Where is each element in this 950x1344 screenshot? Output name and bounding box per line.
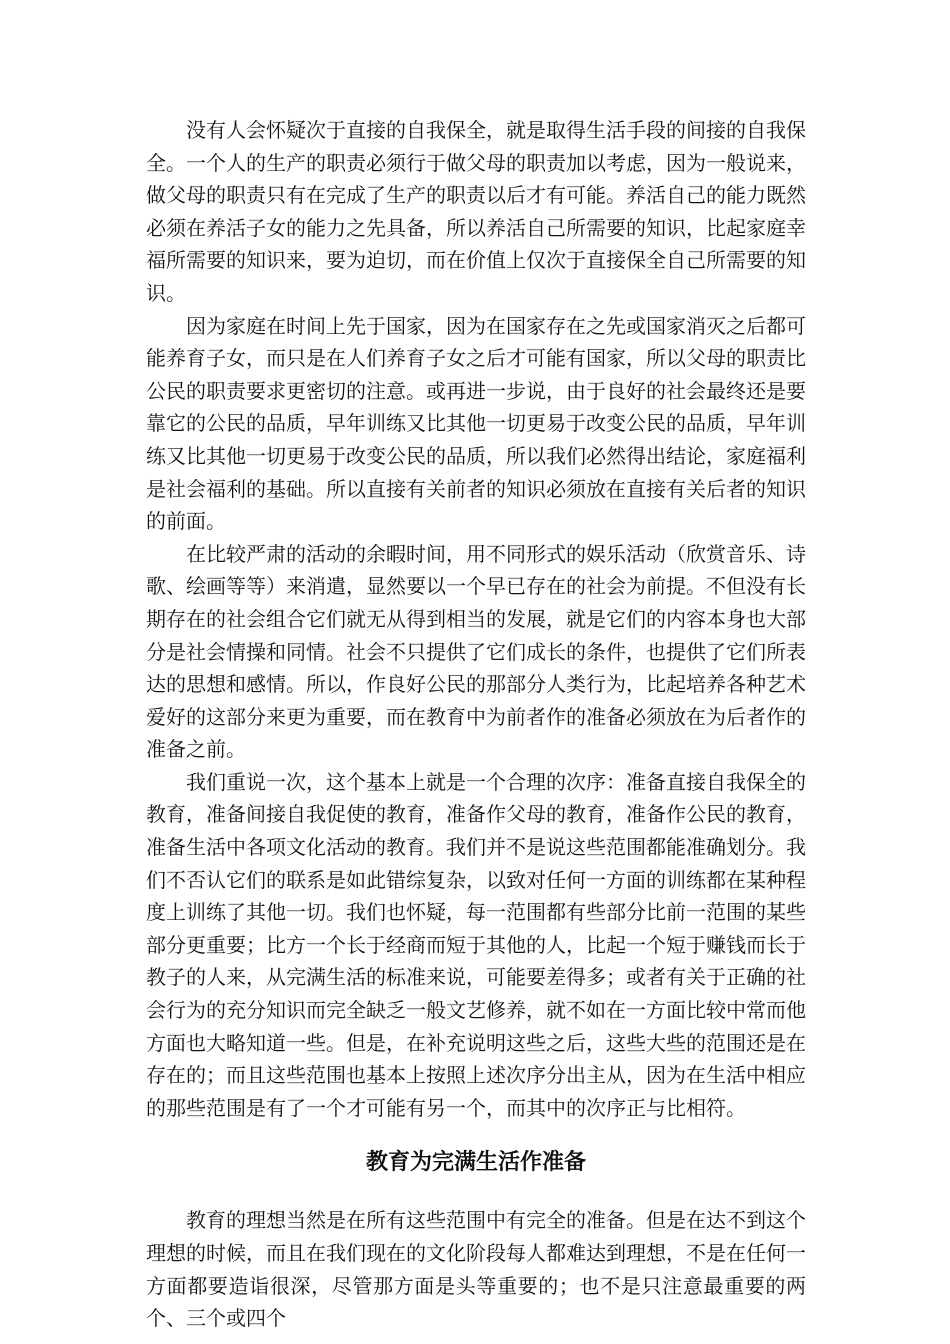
paragraph-education-ideal: 教育的理想当然是在所有这些范围中有完全的准备。但是在达不到这个理想的时候，而且在我们现在的文化阶段每人都难达到理想，不是在任何一方面都要造诣很深，尽管那方面是头等重要的；也不是只注意最重要的两个、三个或四个 [146, 1208, 806, 1331]
document-page [146, 114, 806, 1335]
paragraph-rational-order: 我们重说一次，这个基本上就是一个合理的次序：准备直接自我保全的教育，准备间接自我促使的教育，准备作父母的教育，准备作公民的教育，准备生活中各项文化活动的教育。我们并不是说这些范围都能准确划分。我们不否认它们的联系是如此错综复杂，以致对任何一方面的训练都在某种程度上训练了其他一切。我们也怀疑，每一范围都有些部分比前一范围的某些部分更重要；比方一个长于经商而短于其他的人，比起一个短于赚钱而长于教子的人来，从完满生活的标准来说，可能要差得多；或者有关于正确的社会行为的充分知识而完全缺乏一般文艺修养，就不如在一方面比较中常而他方面也大略知道一些。但是，在补充说明这些之后，这些大些的范围还是在存在的；而且这些范围也基本上按照上述次序分出主从，因为在生活中相应的那些范围是有了一个才可能有另一个，而其中的次序正与比相符。 [146, 769, 806, 1120]
paragraph-family-state: 因为家庭在时间上先于国家，因为在国家存在之先或国家消灭之后都可能养育子女，而只是在人们养育子女之后才可能有国家，所以父母的职责比公民的职责要求更密切的注意。或再进一步说，由于良好的社会最终还是要靠它的公民的品质，早年训练又比其他一切更易于改变公民的品质，早年训练又比其他一切更易于改变公民的品质，所以我们必然得出结论，家庭福利是社会福利的基础。所以直接有关前者的知识必须放在直接有关后者的知识的前面。 [146, 313, 806, 534]
section-heading: 教育为完满生活作准备 [365, 1149, 586, 1176]
paragraph-self-preservation: 没有人会怀疑次于直接的自我保全，就是取得生活手段的间接的自我保全。一个人的生产的职责必须行于做父母的职责加以考虑，因为一般说来，做父母的职责只有在完成了生产的职责以后才有可能。养活自己的能力既然必须在养活子女的能力之先具备，所以养活自己所需要的知识，比起家庭幸福所需要的知识来，要为迫切，而在价值上仅次于直接保全自己所需要的知识。 [146, 118, 806, 305]
paragraph-leisure-arts: 在比较严肃的活动的余暇时间，用不同形式的娱乐活动（欣赏音乐、诗歌、绘画等等）来消遣，显然要以一个早已存在的社会为前提。不但没有长期存在的社会组合它们就无从得到相当的发展，就是它们的内容本身也大部分是社会情操和同情。社会不只提供了它们成长的条件，也提供了它们所表达的思想和感情。所以，作良好公民的那部分人类行为，比起培养各种艺术爱好的这部分来更为重要，而在教育中为前者作的准备必须放在为后者作的准备之前。 [146, 541, 806, 762]
